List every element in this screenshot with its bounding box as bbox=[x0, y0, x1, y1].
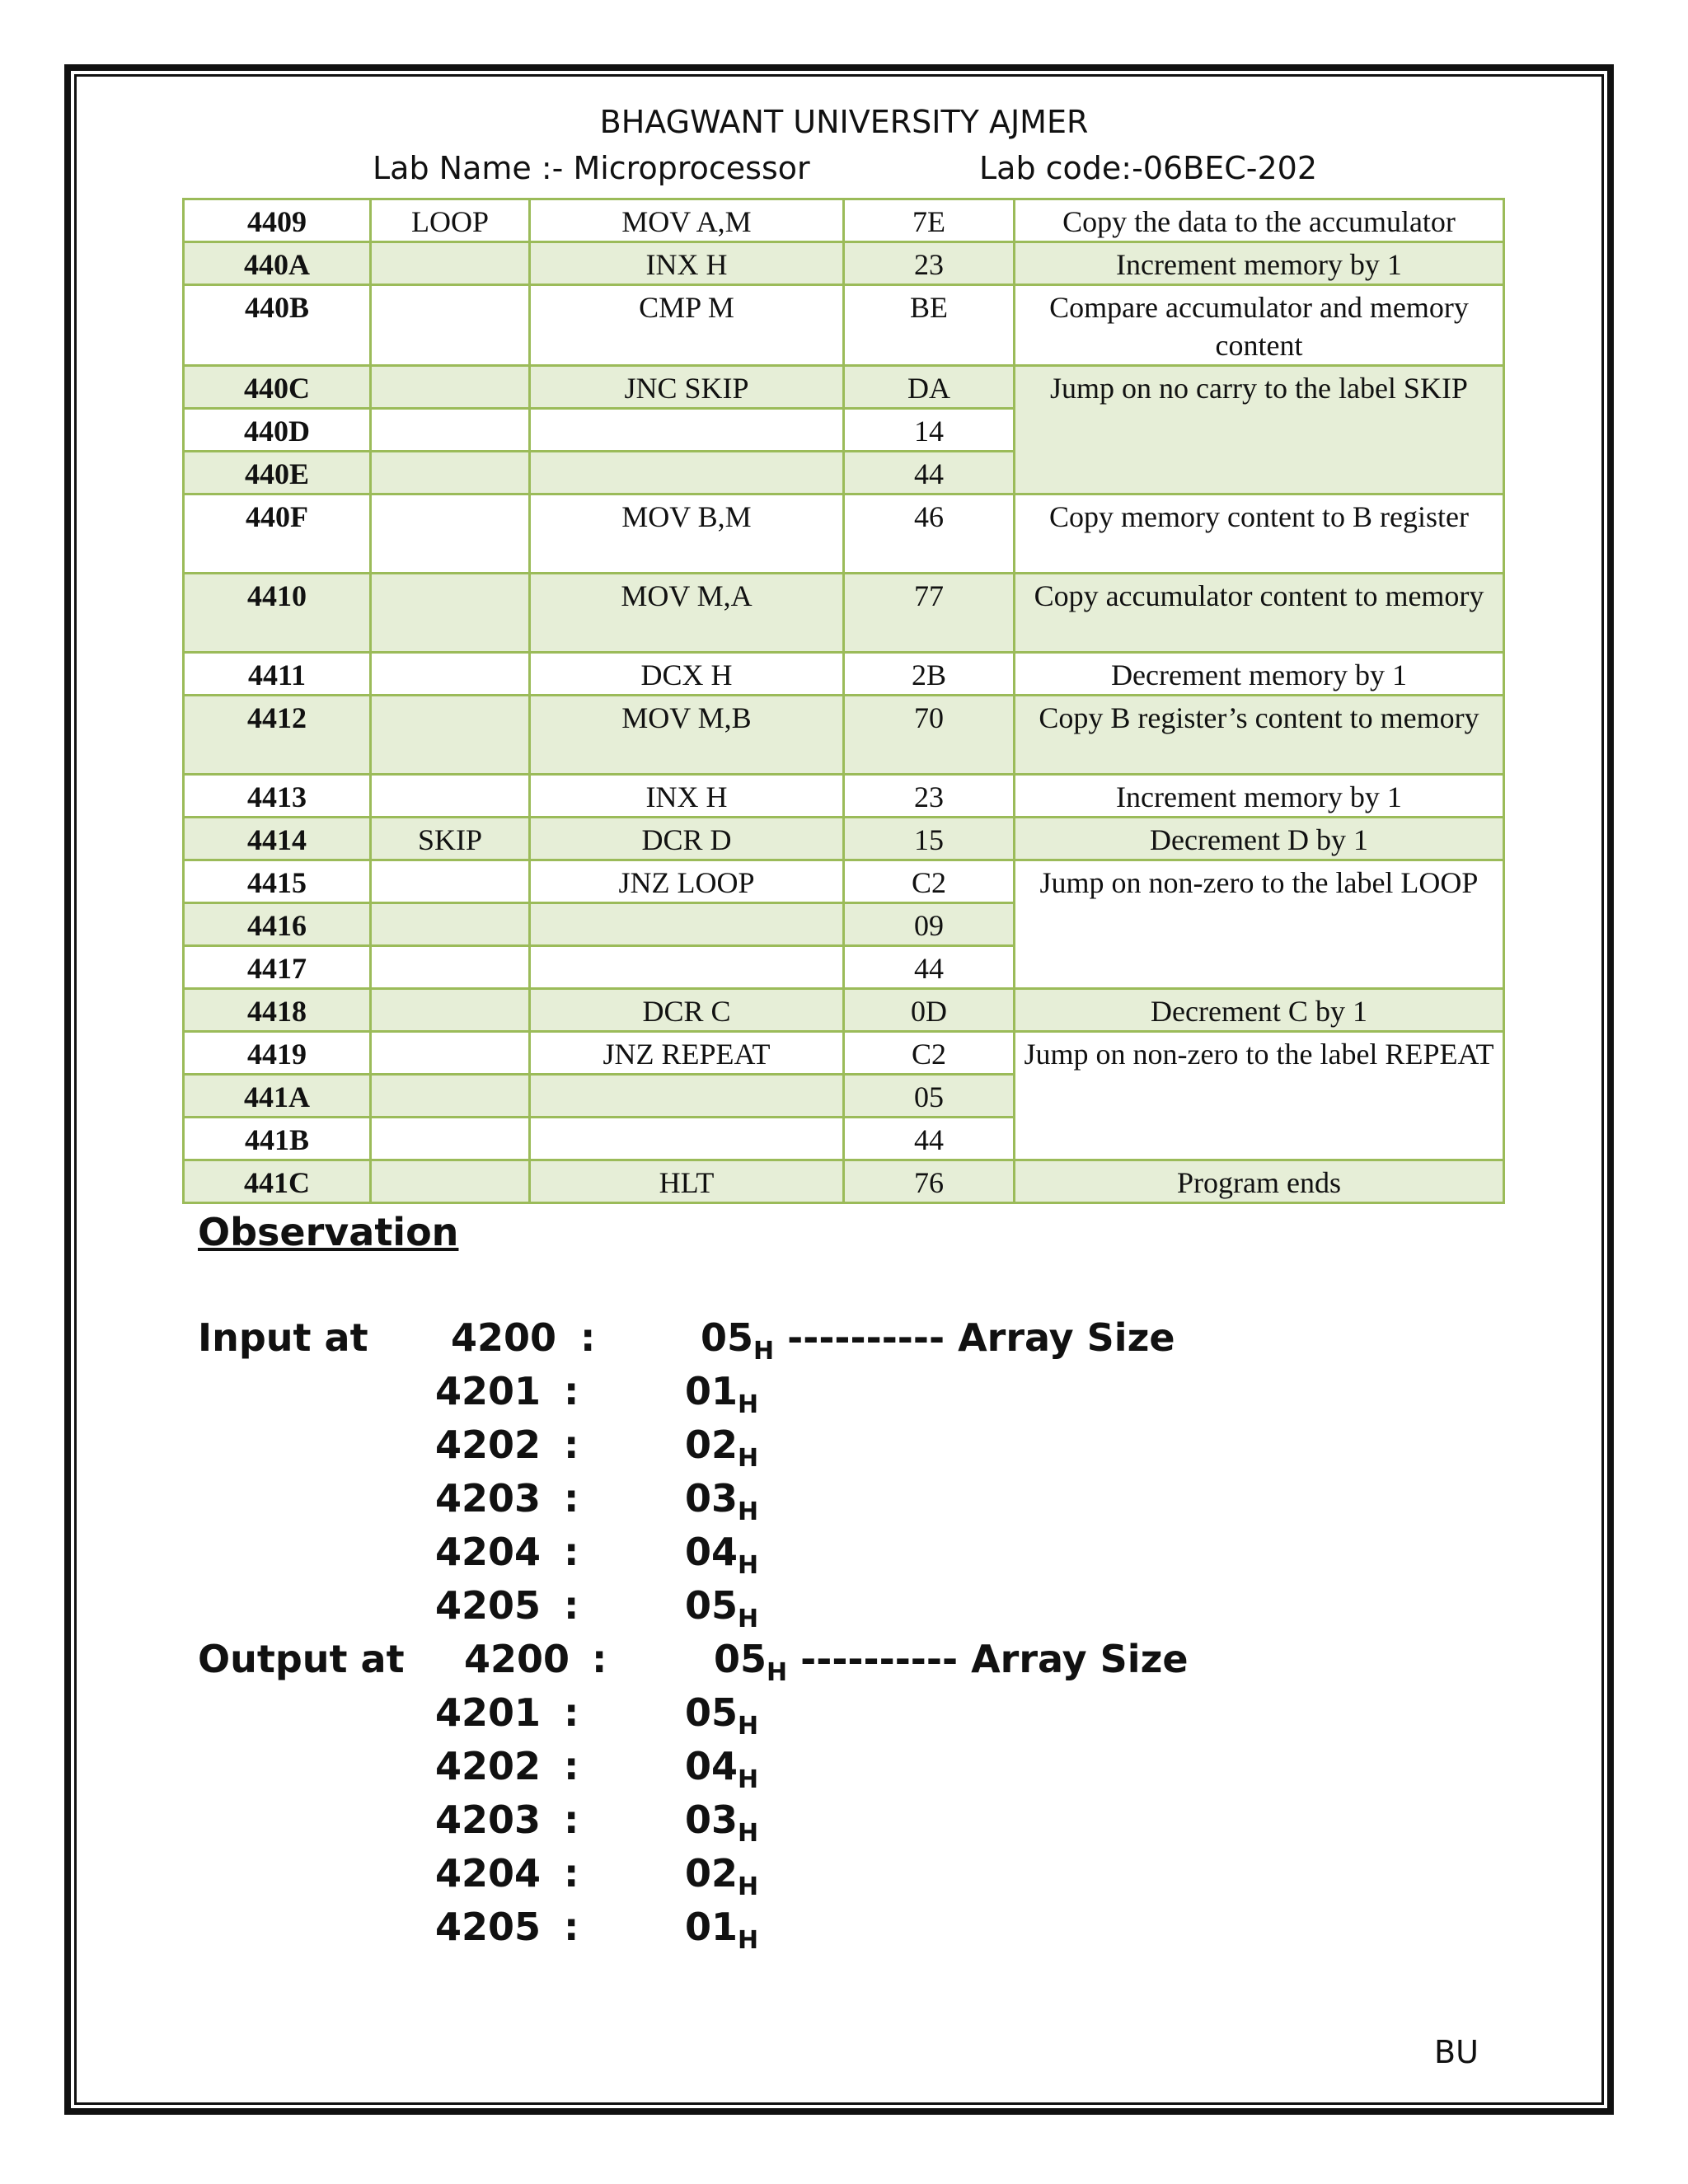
address-cell: 4410 bbox=[184, 574, 371, 653]
hex-suffix: H bbox=[738, 1712, 759, 1741]
address-cell: 4419 bbox=[184, 1032, 371, 1075]
input-value-5 bbox=[685, 1583, 758, 1633]
lab-code: Lab code:-06BEC-202 bbox=[979, 150, 1318, 186]
separator-colon: : bbox=[592, 1637, 607, 1681]
input-address-3: 4203 bbox=[435, 1476, 542, 1521]
label-cell bbox=[371, 860, 530, 903]
input-value-2 bbox=[685, 1422, 758, 1473]
table-row bbox=[184, 1160, 1504, 1203]
label-cell bbox=[371, 574, 530, 653]
comment-cell: Copy memory content to B register bbox=[1015, 494, 1504, 574]
label-cell bbox=[371, 366, 530, 409]
table-row bbox=[184, 242, 1504, 285]
address-cell: 4409 bbox=[184, 199, 371, 242]
hex-code-cell: 44 bbox=[844, 946, 1015, 989]
label-cell bbox=[371, 775, 530, 818]
hex-code-cell: 05 bbox=[844, 1075, 1015, 1118]
comment-cell: Jump on no carry to the label SKIP bbox=[1015, 366, 1504, 494]
memory-address: 4200 bbox=[451, 1315, 557, 1360]
mnemonic-cell bbox=[530, 946, 844, 989]
comment-cell: Program ends bbox=[1015, 1160, 1504, 1203]
hex-code-cell: 23 bbox=[844, 775, 1015, 818]
hex-code-cell: 44 bbox=[844, 1118, 1015, 1160]
address-cell: 440A bbox=[184, 242, 371, 285]
separator-colon: : bbox=[564, 1797, 579, 1842]
mnemonic-cell bbox=[530, 1075, 844, 1118]
hex-suffix: H bbox=[738, 1444, 759, 1473]
output-address-0: 4200 bbox=[464, 1637, 570, 1681]
memory-value: 02 bbox=[685, 1422, 738, 1467]
hex-suffix: H bbox=[753, 1337, 775, 1366]
hex-code-cell: 15 bbox=[844, 818, 1015, 860]
comment-cell: Decrement D by 1 bbox=[1015, 818, 1504, 860]
label-cell bbox=[371, 242, 530, 285]
hex-suffix: H bbox=[738, 1497, 759, 1526]
label-cell: SKIP bbox=[371, 818, 530, 860]
output-value-3 bbox=[685, 1797, 758, 1848]
output-address-3: 4203 bbox=[435, 1797, 542, 1842]
table-row bbox=[184, 775, 1504, 818]
separator-colon: : bbox=[564, 1583, 579, 1628]
hex-code-cell: DA bbox=[844, 366, 1015, 409]
table-row bbox=[184, 199, 1504, 242]
label-cell bbox=[371, 1032, 530, 1075]
memory-value: 05 bbox=[685, 1690, 738, 1735]
output-at-label: Output at bbox=[198, 1637, 405, 1681]
label-cell bbox=[371, 696, 530, 775]
comment-cell: Compare accumulator and memory content bbox=[1015, 285, 1504, 366]
hex-code-cell: 44 bbox=[844, 452, 1015, 494]
comment-cell: Copy accumulator content to memory bbox=[1015, 574, 1504, 653]
comment-cell: Copy the data to the accumulator bbox=[1015, 199, 1504, 242]
mnemonic-cell bbox=[530, 409, 844, 452]
address-cell: 441A bbox=[184, 1075, 371, 1118]
hex-suffix: H bbox=[738, 1819, 759, 1848]
hex-suffix: H bbox=[738, 1872, 759, 1901]
table-row bbox=[184, 366, 1504, 409]
separator-colon: : bbox=[564, 1476, 579, 1521]
mnemonic-cell: MOV M,B bbox=[530, 696, 844, 775]
separator-colon: : bbox=[564, 1369, 579, 1413]
mnemonic-cell bbox=[530, 903, 844, 946]
address-cell: 440C bbox=[184, 366, 371, 409]
table-row bbox=[184, 989, 1504, 1032]
hex-code-cell: 0D bbox=[844, 989, 1015, 1032]
address-cell: 440F bbox=[184, 494, 371, 574]
mnemonic-cell: DCX H bbox=[530, 653, 844, 696]
input-address-4: 4204 bbox=[435, 1530, 542, 1574]
hex-code-cell: 70 bbox=[844, 696, 1015, 775]
comment-cell: Increment memory by 1 bbox=[1015, 775, 1504, 818]
table-row bbox=[184, 285, 1504, 366]
input-at-label: Input at bbox=[198, 1315, 368, 1360]
hex-code-cell: 46 bbox=[844, 494, 1015, 574]
mnemonic-cell: HLT bbox=[530, 1160, 844, 1203]
address-cell: 4413 bbox=[184, 775, 371, 818]
separator-colon: : bbox=[580, 1315, 596, 1360]
comment-cell: Decrement memory by 1 bbox=[1015, 653, 1504, 696]
hex-code-cell: 23 bbox=[844, 242, 1015, 285]
memory-value: 05 bbox=[685, 1583, 738, 1628]
input-address-1: 4201 bbox=[435, 1369, 542, 1413]
output-value-0 bbox=[714, 1637, 1189, 1687]
mnemonic-cell: INX H bbox=[530, 775, 844, 818]
separator-colon: : bbox=[564, 1905, 579, 1949]
address-cell: 4412 bbox=[184, 696, 371, 775]
hex-suffix: H bbox=[767, 1658, 788, 1687]
hex-code-cell: C2 bbox=[844, 1032, 1015, 1075]
memory-value: 03 bbox=[685, 1476, 738, 1521]
address-cell: 441B bbox=[184, 1118, 371, 1160]
label-cell: LOOP bbox=[371, 199, 530, 242]
table-row bbox=[184, 1032, 1504, 1075]
label-cell bbox=[371, 1118, 530, 1160]
address-cell: 440D bbox=[184, 409, 371, 452]
input-value-1 bbox=[685, 1369, 758, 1419]
mnemonic-cell bbox=[530, 452, 844, 494]
hex-code-cell: 77 bbox=[844, 574, 1015, 653]
address-cell: 440E bbox=[184, 452, 371, 494]
label-cell bbox=[371, 409, 530, 452]
memory-value: 03 bbox=[685, 1797, 738, 1842]
comment-cell: Decrement C by 1 bbox=[1015, 989, 1504, 1032]
label-cell bbox=[371, 285, 530, 366]
input-value-0 bbox=[701, 1315, 1175, 1366]
hex-code-cell: 2B bbox=[844, 653, 1015, 696]
comment-cell: Jump on non-zero to the label LOOP bbox=[1015, 860, 1504, 989]
separator-colon: : bbox=[564, 1690, 579, 1735]
output-value-5 bbox=[685, 1905, 758, 1955]
table-row bbox=[184, 860, 1504, 903]
output-address-2: 4202 bbox=[435, 1744, 542, 1788]
address-cell: 4418 bbox=[184, 989, 371, 1032]
address-cell: 440B bbox=[184, 285, 371, 366]
memory-value: 04 bbox=[685, 1744, 738, 1788]
mnemonic-cell: JNZ LOOP bbox=[530, 860, 844, 903]
output-value-4 bbox=[685, 1851, 758, 1901]
hex-code-cell: 76 bbox=[844, 1160, 1015, 1203]
label-cell bbox=[371, 1075, 530, 1118]
memory-value: 05 bbox=[701, 1315, 754, 1360]
array-size-note: ---------- Array Size bbox=[800, 1637, 1189, 1681]
hex-suffix: H bbox=[738, 1926, 759, 1955]
input-address-5: 4205 bbox=[435, 1583, 542, 1628]
output-value-2 bbox=[685, 1744, 758, 1794]
hex-suffix: H bbox=[738, 1765, 759, 1794]
separator-colon: : bbox=[564, 1422, 579, 1467]
address-cell: 4416 bbox=[184, 903, 371, 946]
label-cell bbox=[371, 494, 530, 574]
memory-value: 01 bbox=[685, 1369, 738, 1413]
table-row bbox=[184, 494, 1504, 574]
hex-code-cell: 14 bbox=[844, 409, 1015, 452]
address-cell: 441C bbox=[184, 1160, 371, 1203]
hex-code-cell: 09 bbox=[844, 903, 1015, 946]
label-cell bbox=[371, 452, 530, 494]
label-cell bbox=[371, 653, 530, 696]
hex-code-cell: 7E bbox=[844, 199, 1015, 242]
mnemonic-cell: MOV M,A bbox=[530, 574, 844, 653]
table-row bbox=[184, 818, 1504, 860]
table-row bbox=[184, 574, 1504, 653]
lab-name: Lab Name :- Microprocessor bbox=[373, 150, 810, 186]
label-cell bbox=[371, 1160, 530, 1203]
address-cell: 4417 bbox=[184, 946, 371, 989]
university-title: BHAGWANT UNIVERSITY AJMER bbox=[599, 104, 1089, 140]
input-value-3 bbox=[685, 1476, 758, 1526]
input-value-4 bbox=[685, 1530, 758, 1580]
table-row bbox=[184, 653, 1504, 696]
mnemonic-cell: JNC SKIP bbox=[530, 366, 844, 409]
label-cell bbox=[371, 989, 530, 1032]
footer-initials: BU bbox=[1434, 2034, 1479, 2070]
assembly-program-table bbox=[182, 198, 1505, 1204]
address-cell: 4415 bbox=[184, 860, 371, 903]
memory-value: 02 bbox=[685, 1851, 738, 1896]
separator-colon: : bbox=[564, 1744, 579, 1788]
output-address-5: 4205 bbox=[435, 1905, 542, 1949]
separator-colon: : bbox=[564, 1530, 579, 1574]
hex-suffix: H bbox=[738, 1390, 759, 1419]
comment-cell: Increment memory by 1 bbox=[1015, 242, 1504, 285]
mnemonic-cell: DCR C bbox=[530, 989, 844, 1032]
separator-colon: : bbox=[564, 1851, 579, 1896]
mnemonic-cell bbox=[530, 1118, 844, 1160]
input-address-2: 4202 bbox=[435, 1422, 542, 1467]
hex-code-cell: C2 bbox=[844, 860, 1015, 903]
memory-value: 04 bbox=[685, 1530, 738, 1574]
memory-value: 05 bbox=[714, 1637, 767, 1681]
mnemonic-cell: JNZ REPEAT bbox=[530, 1032, 844, 1075]
mnemonic-cell: INX H bbox=[530, 242, 844, 285]
hex-suffix: H bbox=[738, 1551, 759, 1580]
mnemonic-cell: CMP M bbox=[530, 285, 844, 366]
mnemonic-cell: MOV B,M bbox=[530, 494, 844, 574]
array-size-note: ---------- Array Size bbox=[787, 1315, 1175, 1360]
output-address-4: 4204 bbox=[435, 1851, 542, 1896]
input-line-0 bbox=[451, 1315, 556, 1360]
memory-value: 01 bbox=[685, 1905, 738, 1949]
address-cell: 4414 bbox=[184, 818, 371, 860]
mnemonic-cell: MOV A,M bbox=[530, 199, 844, 242]
table-row bbox=[184, 696, 1504, 775]
label-cell bbox=[371, 946, 530, 989]
mnemonic-cell: DCR D bbox=[530, 818, 844, 860]
address-cell: 4411 bbox=[184, 653, 371, 696]
output-address-1: 4201 bbox=[435, 1690, 542, 1735]
hex-suffix: H bbox=[738, 1605, 759, 1633]
comment-cell: Copy B register’s content to memory bbox=[1015, 696, 1504, 775]
hex-code-cell: BE bbox=[844, 285, 1015, 366]
label-cell bbox=[371, 903, 530, 946]
comment-cell: Jump on non-zero to the label REPEAT bbox=[1015, 1032, 1504, 1160]
observation-heading: Observation bbox=[198, 1210, 459, 1254]
output-value-1 bbox=[685, 1690, 758, 1741]
